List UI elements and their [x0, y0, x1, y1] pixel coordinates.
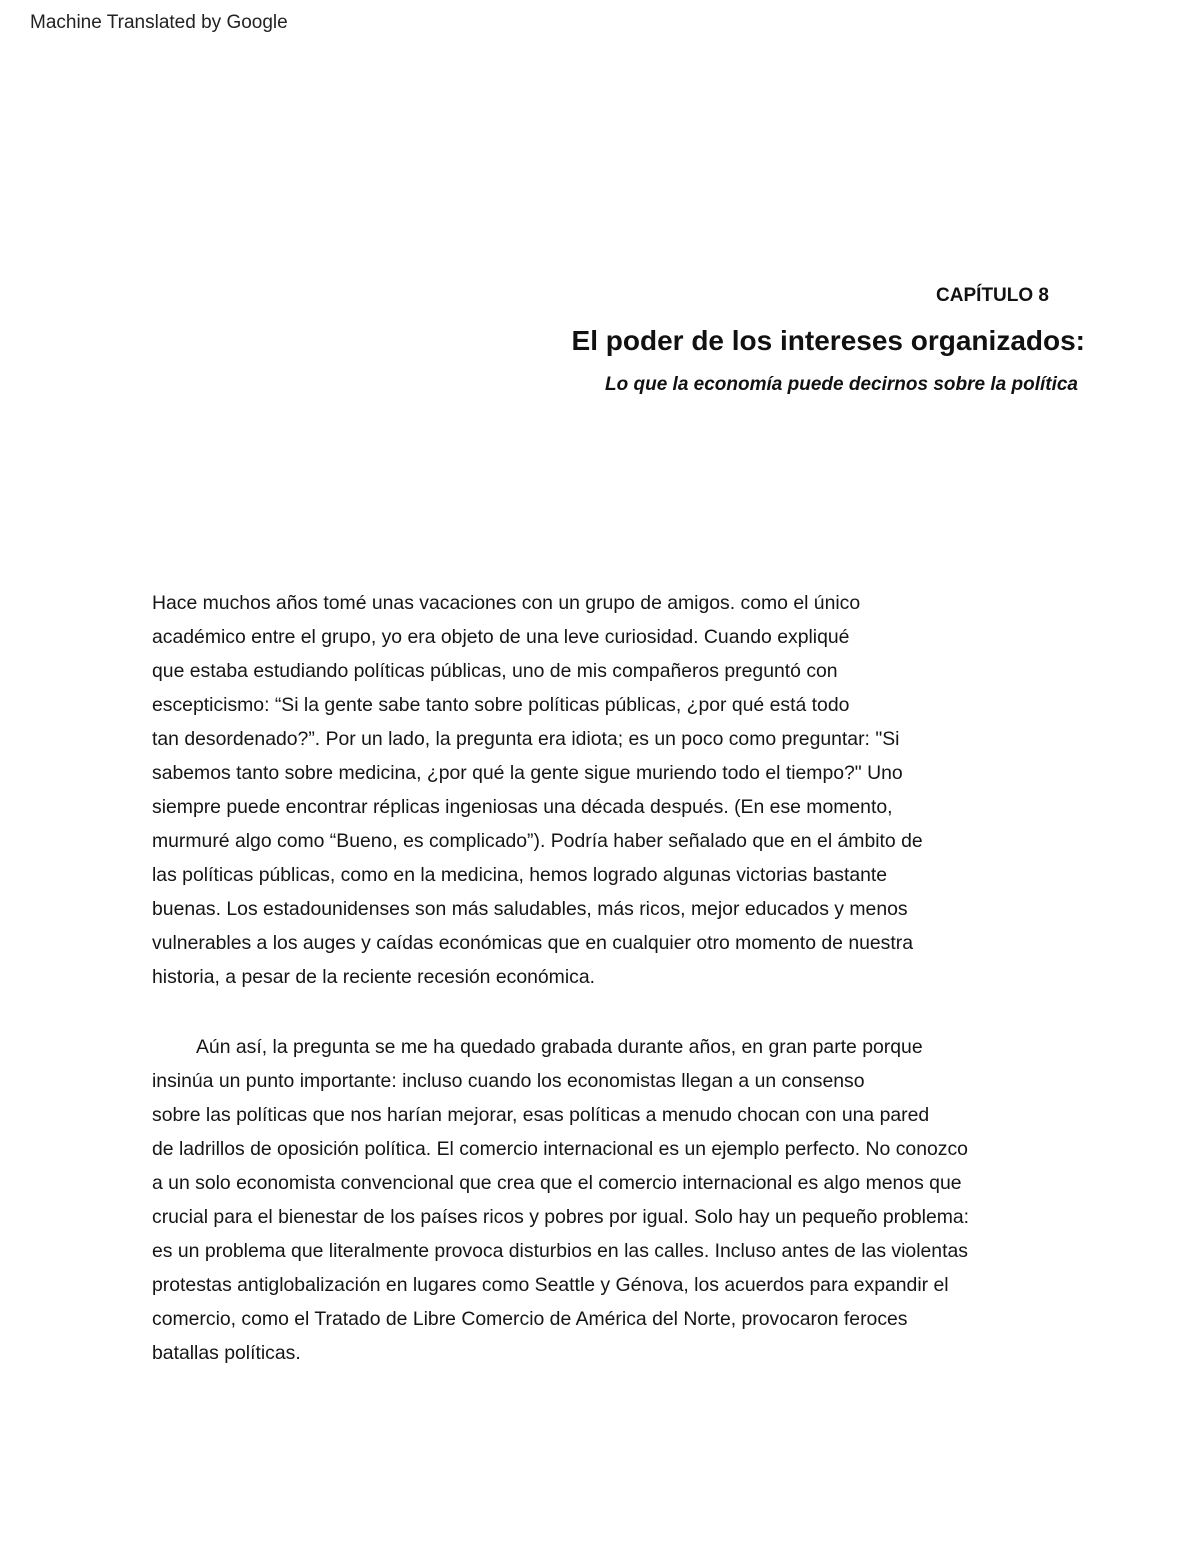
paragraph-line: insinúa un punto importante: incluso cuando los economistas llegan a un consenso [152, 1070, 865, 1092]
paragraph-line: escepticismo: “Si la gente sabe tanto sobre políticas públicas, ¿por qué está todo [152, 694, 850, 716]
paragraph-line: batallas políticas. [152, 1342, 301, 1364]
paragraph-line: a un solo economista convencional que crea que el comercio internacional es algo menos que [152, 1172, 962, 1194]
paragraph-line: Hace muchos años tomé unas vacaciones con un grupo de amigos. como el único [152, 592, 861, 614]
paragraph-line: crucial para el bienestar de los países ricos y pobres por igual. Solo hay un pequeño problema: [152, 1206, 970, 1228]
paragraph-line: comercio, como el Tratado de Libre Comercio de América del Norte, provocaron feroces [152, 1308, 908, 1330]
chapter-title: El poder de los intereses organizados: [571, 325, 1085, 356]
chapter-label: CAPÍTULO 8 [936, 285, 1049, 306]
chapter-subtitle: Lo que la economía puede decirnos sobre la política [605, 374, 1078, 395]
paragraph-line: de ladrillos de oposición política. El comercio internacional es un ejemplo perfecto. No conozco [152, 1138, 968, 1160]
paragraph-line: sobre las políticas que nos harían mejorar, esas políticas a menudo chocan con una pared [152, 1104, 930, 1126]
paragraph-line: historia, a pesar de la reciente recesión económica. [152, 966, 595, 988]
paragraph-line: siempre puede encontrar réplicas ingeniosas una década después. (En ese momento, [152, 796, 893, 818]
paragraph-line: Aún así, la pregunta se me ha quedado grabada durante años, en gran parte porque [196, 1036, 923, 1058]
machine-translation-notice: Machine Translated by Google [30, 12, 288, 33]
paragraph-line: vulnerables a los auges y caídas económicas que en cualquier otro momento de nuestra [152, 932, 913, 954]
paragraph-line: tan desordenado?”. Por un lado, la pregunta era idiota; es un poco como preguntar: "Si [152, 728, 900, 750]
paragraph-line: protestas antiglobalización en lugares como Seattle y Génova, los acuerdos para expandir el [152, 1274, 949, 1296]
paragraph-line: es un problema que literalmente provoca disturbios en las calles. Incluso antes de las violentas [152, 1240, 968, 1262]
paragraph-line: buenas. Los estadounidenses son más saludables, más ricos, mejor educados y menos [152, 898, 908, 920]
paragraph-line: que estaba estudiando políticas públicas, uno de mis compañeros preguntó con [152, 660, 838, 682]
paragraph-line: sabemos tanto sobre medicina, ¿por qué la gente sigue muriendo todo el tiempo?" Uno [152, 762, 903, 784]
paragraph-line: murmuré algo como “Bueno, es complicado”). Podría haber señalado que en el ámbito de [152, 830, 923, 852]
paragraph-line: académico entre el grupo, yo era objeto de una leve curiosidad. Cuando expliqué [152, 626, 850, 648]
paragraph-line: las políticas públicas, como en la medicina, hemos logrado algunas victorias bastante [152, 864, 888, 886]
